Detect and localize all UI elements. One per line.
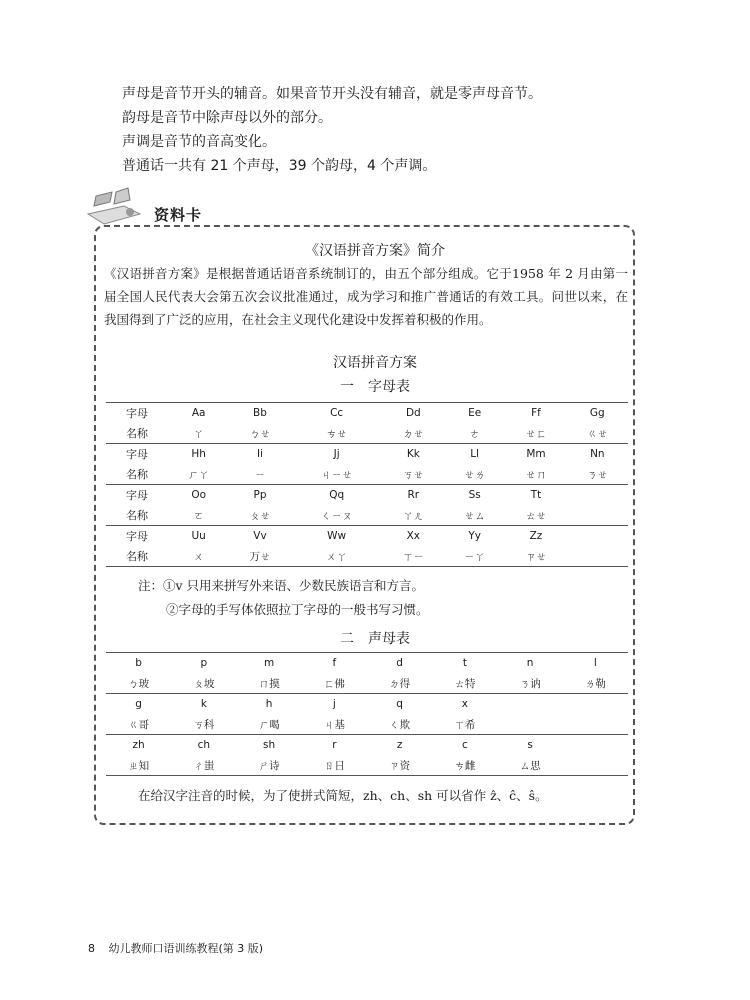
footer — [88, 940, 273, 956]
letter-name-cell: ㄝㄙ — [464, 509, 486, 522]
initial-zhuyin-cell: ㄒ希 — [454, 718, 476, 731]
initial-zhuyin-cell: ㄓ知 — [128, 759, 150, 772]
initial-latin-cell: ch — [171, 735, 236, 756]
initial-zhuyin-cell: ㄔ蚩 — [193, 759, 215, 772]
alphabet-table — [106, 402, 628, 569]
section-initials-title: 二 声母表 — [340, 631, 410, 647]
alphabet-name-row — [106, 546, 628, 567]
bookshelf-icon — [84, 184, 144, 228]
letter-cell: Jj — [291, 444, 383, 465]
row-label: 名称 — [126, 468, 148, 481]
letter-cell: Kk — [383, 444, 444, 465]
alphabet-name-row — [106, 423, 628, 444]
initial-latin-cell: z — [367, 735, 432, 756]
alphabet-name-row — [106, 464, 628, 485]
initial-zhuyin-cell: ㄇ摸 — [258, 677, 280, 690]
letter-cell: Ee — [444, 403, 505, 424]
initial-latin-cell: sh — [237, 735, 302, 756]
letter-cell: Pp — [229, 485, 290, 506]
initial-latin-cell: q — [367, 694, 432, 715]
letter-cell: Tt — [505, 485, 566, 506]
initial-zhuyin-cell: ㄙ思 — [519, 759, 541, 772]
alphabet-letter-row — [106, 485, 628, 506]
initial-zhuyin-cell: ㄆ坡 — [193, 677, 215, 690]
row-label: 名称 — [126, 509, 148, 522]
letter-name-cell: ㄨㄚ — [326, 550, 348, 563]
letter-cell: Nn — [567, 444, 628, 465]
initial-latin-row — [106, 735, 628, 756]
letter-name-cell: ㄒㄧ — [402, 550, 424, 563]
alphabet-letter-row — [106, 444, 628, 465]
row-label: 字母 — [106, 485, 168, 506]
card-header-title: 资料卡 — [154, 206, 203, 224]
row-label: 字母 — [106, 403, 168, 424]
initial-zhuyin-cell: ㄈ佛 — [323, 677, 345, 690]
initials-table — [106, 652, 628, 778]
letter-name-cell: ㄝㄌ — [464, 468, 486, 481]
initial-latin-cell: n — [498, 653, 563, 674]
alphabet-name-row — [106, 505, 628, 526]
letter-name-cell: ㄪㄝ — [249, 550, 271, 563]
letter-name-cell: ㄊㄝ — [525, 509, 547, 522]
letter-name-cell: ㄏㄚ — [188, 468, 210, 481]
letter-cell: Xx — [383, 526, 444, 547]
initial-latin-cell — [563, 735, 628, 756]
initial-latin-row — [106, 694, 628, 715]
scheme-title: 汉语拼音方案 — [333, 355, 417, 371]
initial-latin-cell: j — [302, 694, 367, 715]
letter-name-cell — [567, 546, 628, 567]
initial-latin-cell: r — [302, 735, 367, 756]
letter-name-cell: ㄧ — [254, 468, 266, 481]
initial-zhuyin-cell: ㄑ欺 — [389, 718, 411, 731]
intro-line: 普通话一共有 21 个声母，39 个韵母，4 个声调。 — [122, 158, 437, 174]
initial-zhuyin-cell — [498, 714, 563, 735]
initial-latin-cell — [498, 694, 563, 715]
letter-cell — [567, 526, 628, 547]
intro-line: 声调是音节的音高变化。 — [122, 134, 276, 150]
row-label: 字母 — [106, 444, 168, 465]
initial-latin-cell: g — [106, 694, 171, 715]
letter-name-cell: ㄗㄝ — [525, 550, 547, 563]
letter-cell: Uu — [168, 526, 229, 547]
initial-zhuyin-cell: ㄎ科 — [193, 718, 215, 731]
letter-cell: Ff — [505, 403, 566, 424]
letter-name-cell: ㄚㄦ — [402, 509, 424, 522]
letter-cell: Hh — [168, 444, 229, 465]
letter-cell: Ll — [444, 444, 505, 465]
note-3: 在给汉字注音的时候，为了使拼式简短，zh、ch、sh 可以省作 ẑ、ĉ、ŝ。 — [138, 788, 548, 803]
letter-cell: Aa — [168, 403, 229, 424]
initial-zhuyin-cell: ㄋ讷 — [519, 677, 541, 690]
note-1: 注：①v 只用来拼写外来语、少数民族语言和方言。 — [138, 578, 425, 593]
intro-line: 韵母是音节中除声母以外的部分。 — [122, 110, 332, 126]
initial-latin-cell: h — [237, 694, 302, 715]
initial-zhuyin-cell — [563, 714, 628, 735]
initial-latin-cell: x — [432, 694, 497, 715]
initial-latin-cell: k — [171, 694, 236, 715]
letter-name-cell: ㄍㄝ — [586, 427, 608, 440]
letter-cell: Rr — [383, 485, 444, 506]
letter-cell: Cc — [291, 403, 383, 424]
letter-name-cell: ㄜ — [469, 427, 480, 440]
row-label: 字母 — [106, 526, 168, 547]
letter-name-cell: ㄨ — [193, 550, 204, 563]
initial-latin-cell — [563, 694, 628, 715]
letter-cell: Vv — [229, 526, 290, 547]
letter-cell: Ss — [444, 485, 505, 506]
letter-cell: Yy — [444, 526, 505, 547]
letter-cell: Qq — [291, 485, 383, 506]
card-title: 《汉语拼音方案》简介 — [305, 243, 445, 259]
book-title: 幼儿教师口语训练教程(第 3 版) — [108, 942, 264, 955]
initial-zhuyin-cell: ㄊ特 — [454, 677, 476, 690]
note-2: ②字母的手写体依照拉丁字母的一般书写习惯。 — [166, 602, 429, 617]
card-header — [84, 184, 284, 228]
letter-name-cell: ㄐㄧㄝ — [320, 468, 353, 481]
initial-latin-cell: b — [106, 653, 171, 674]
intro-text — [122, 82, 542, 178]
letter-name-cell: ㄝㄇ — [525, 468, 547, 481]
initial-zhuyin-cell: ㄖ日 — [323, 759, 345, 772]
letter-name-cell: ㄋㄝ — [586, 468, 608, 481]
letter-name-cell: ㄘㄝ — [326, 427, 348, 440]
initial-latin-cell: s — [498, 735, 563, 756]
letter-cell: Oo — [168, 485, 229, 506]
letter-cell: Ww — [291, 526, 383, 547]
initial-zhuyin-cell: ㄘ雌 — [454, 759, 476, 772]
initial-zhuyin-row — [106, 714, 628, 735]
initial-zhuyin-cell: ㄉ得 — [389, 677, 411, 690]
initial-zhuyin-row — [106, 755, 628, 776]
letter-cell: Mm — [505, 444, 566, 465]
letter-cell — [567, 485, 628, 506]
letter-name-cell: ㄛ — [193, 509, 204, 522]
letter-name-cell: ㄑㄧㄡ — [320, 509, 353, 522]
page-number: 8 — [88, 942, 95, 955]
letter-cell: Gg — [567, 403, 628, 424]
initial-latin-row — [106, 653, 628, 674]
initial-latin-cell: f — [302, 653, 367, 674]
initial-zhuyin-cell: ㄕ诗 — [258, 759, 280, 772]
initial-latin-cell: t — [432, 653, 497, 674]
initial-zhuyin-cell: ㄐ基 — [323, 718, 345, 731]
letter-name-cell: ㄎㄝ — [402, 468, 424, 481]
initial-latin-cell: l — [563, 653, 628, 674]
initial-zhuyin-row — [106, 673, 628, 694]
initial-latin-cell: d — [367, 653, 432, 674]
row-label: 名称 — [126, 427, 148, 440]
initial-latin-cell: p — [171, 653, 236, 674]
initial-zhuyin-cell: ㄍ哥 — [128, 718, 150, 731]
letter-name-cell: ㄆㄝ — [249, 509, 271, 522]
initial-zhuyin-cell: ㄗ资 — [389, 759, 411, 772]
initial-zhuyin-cell: ㄏ喝 — [258, 718, 280, 731]
section-alphabet-title: 一 字母表 — [340, 379, 410, 395]
intro-line: 声母是音节开头的辅音。如果音节开头没有辅音，就是零声母音节。 — [122, 86, 542, 102]
letter-name-cell: ㄝㄈ — [525, 427, 547, 440]
initial-zhuyin-cell: ㄅ玻 — [128, 677, 150, 690]
letter-cell: Dd — [383, 403, 444, 424]
initial-latin-cell: c — [432, 735, 497, 756]
alphabet-letter-row — [106, 403, 628, 424]
letter-name-cell: ㄧㄚ — [464, 550, 486, 563]
initial-latin-cell: m — [237, 653, 302, 674]
letter-cell: Ii — [229, 444, 290, 465]
row-label: 名称 — [126, 550, 148, 563]
initial-zhuyin-cell: ㄌ勒 — [584, 677, 606, 690]
alphabet-letter-row — [106, 526, 628, 547]
letter-name-cell: ㄅㄝ — [249, 427, 271, 440]
letter-name-cell: ㄚ — [193, 427, 204, 440]
card-body: 《汉语拼音方案》是根据普通话语音系统制订的，由五个部分组成。它于1958 年 2 月由第一届全国人民代表大会第五次会议批准通过，成为学习和推广普通话的有效工具。问世以来，在我国得到了广泛的应用，在社会主义现代化建设中发挥着积极的作用。 — [104, 266, 628, 327]
initial-zhuyin-cell — [563, 755, 628, 776]
initial-latin-cell: zh — [106, 735, 171, 756]
letter-name-cell — [567, 505, 628, 526]
letter-cell: Zz — [505, 526, 566, 547]
letter-cell: Bb — [229, 403, 290, 424]
letter-name-cell: ㄉㄝ — [402, 427, 424, 440]
